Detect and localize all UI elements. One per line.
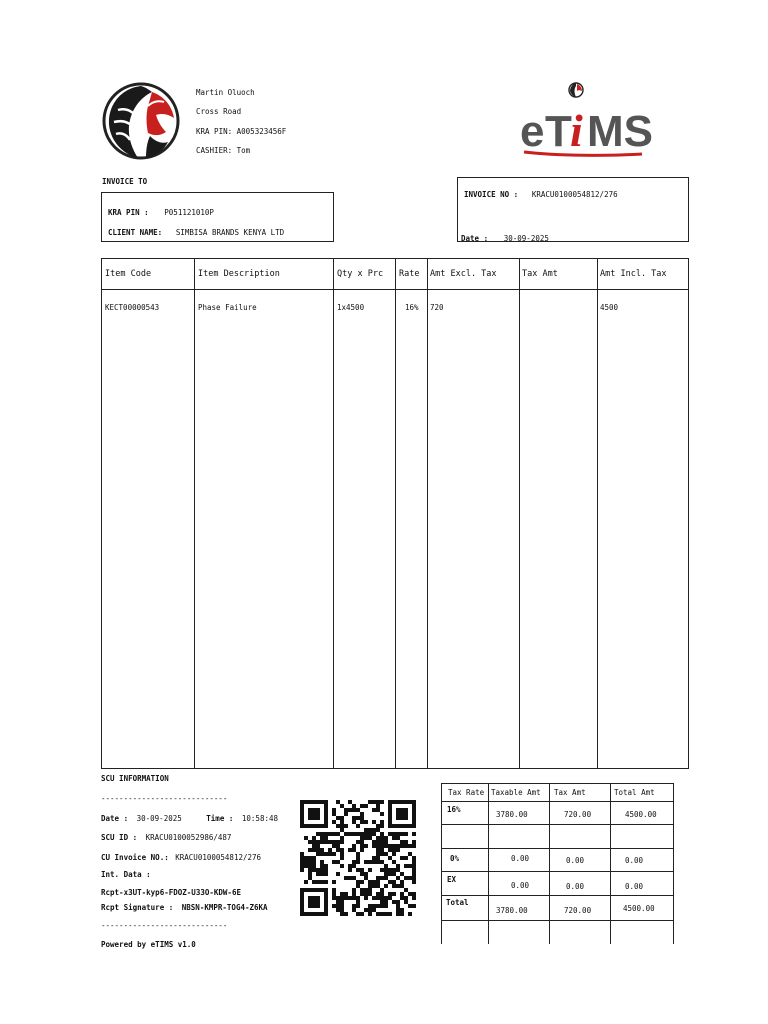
- cell-item-description: Phase Failure: [198, 303, 257, 312]
- header-item-code: Item Code: [105, 269, 152, 279]
- etims-e: e: [520, 107, 545, 156]
- cu-invoice-label: CU Invoice NO.:: [101, 853, 169, 862]
- client-box: [101, 192, 334, 242]
- cell-qty-price: 1x4500: [337, 303, 365, 312]
- tax-header-total: Total Amt: [614, 788, 655, 797]
- tax-rate-0: 0%: [450, 854, 460, 863]
- lion-logo-icon: [100, 80, 182, 162]
- tax-amt-0: 0.00: [566, 856, 585, 865]
- signature-value: NBSN-KMPR-TOG4-Z6KA: [181, 903, 268, 912]
- taxable-ex: 0.00: [511, 881, 530, 890]
- signature-label: Rcpt Signature :: [101, 903, 174, 912]
- tax-amt-16: 720.00: [564, 810, 592, 819]
- taxable-16: 3780.00: [496, 810, 528, 819]
- invoice-date-label: Date :: [461, 234, 489, 243]
- tax-summary-table: [441, 783, 674, 944]
- header-qty-price: Qty x Prc: [337, 269, 384, 279]
- powered-by: Powered by eTIMS v1.0: [101, 940, 196, 949]
- cu-invoice-value: KRACU0100054812/276: [175, 853, 262, 862]
- tax-amt-total: 720.00: [564, 906, 592, 915]
- taxable-0: 0.00: [511, 854, 530, 863]
- tax-rate-total: Total: [446, 898, 469, 907]
- scu-heading: SCU INFORMATION: [101, 774, 169, 783]
- cell-rate: 16%: [405, 303, 419, 312]
- tax-amt-ex: 0.00: [566, 882, 585, 891]
- scu-id-line: [101, 833, 231, 842]
- scu-divider-2: ----------------------------: [101, 921, 228, 930]
- signature-line: [101, 903, 268, 912]
- header-amt-incl-tax: Amt Incl. Tax: [600, 269, 667, 279]
- int-data-value: Rcpt-x3UT-kyp6-FDOZ-U33O-KDW-6E: [101, 888, 241, 897]
- client-name-label: CLIENT NAME:: [108, 228, 163, 237]
- scu-time-label: Time :: [206, 814, 234, 823]
- invoice-number-label: INVOICE NO :: [464, 190, 519, 199]
- invoice-to-heading: INVOICE TO: [102, 177, 148, 186]
- seller-cashier: CASHIER: Tom: [196, 146, 251, 155]
- etims-ms: MS: [587, 107, 653, 156]
- tax-header-rate: Tax Rate: [448, 788, 485, 797]
- seller-name: Martin Oluoch: [196, 88, 255, 97]
- items-table: [101, 258, 689, 769]
- tax-header-taxable: Taxable Amt: [491, 788, 541, 797]
- small-lion-icon: [569, 83, 583, 97]
- qr-code-icon: [300, 800, 416, 916]
- scu-id-value: KRACU0100052986/487: [145, 833, 232, 842]
- header-amt-excl-tax: Amt Excl. Tax: [430, 269, 497, 279]
- cu-invoice-line: [101, 853, 261, 862]
- total-16: 4500.00: [625, 810, 657, 819]
- cell-item-code: KECT00000543: [105, 303, 160, 312]
- header-rate: Rate: [399, 269, 420, 279]
- int-data-label: Int. Data :: [101, 870, 151, 879]
- tax-header-tax-amt: Tax Amt: [554, 788, 586, 797]
- scu-date-label: Date :: [101, 814, 129, 823]
- kra-pin-value: P051121010P: [164, 208, 214, 217]
- etims-logo: [518, 80, 653, 162]
- tax-rate-ex: EX: [447, 875, 457, 884]
- invoice-box: [457, 177, 689, 242]
- kra-pin-label: KRA PIN :: [108, 208, 149, 217]
- etims-i: i: [570, 105, 583, 156]
- total-0: 0.00: [625, 856, 644, 865]
- seller-kra-pin: KRA PIN: A005323456F: [196, 127, 287, 136]
- seller-address: Cross Road: [196, 107, 242, 116]
- client-name-value: SIMBISA BRANDS KENYA LTD: [175, 228, 285, 237]
- header-item-description: Item Description: [198, 269, 280, 279]
- scu-divider: ----------------------------: [101, 794, 228, 803]
- tax-rate-16: 16%: [447, 805, 461, 814]
- scu-time-value: 10:58:48: [241, 814, 279, 823]
- cell-amt-incl-tax: 4500: [600, 303, 619, 312]
- scu-date-value: 30-09-2025: [136, 814, 182, 823]
- total-ex: 0.00: [625, 882, 644, 891]
- etims-t: T: [545, 107, 572, 156]
- scu-id-label: SCU ID :: [101, 833, 138, 842]
- scu-date-time: [101, 814, 278, 823]
- taxable-total: 3780.00: [496, 906, 528, 915]
- cell-amt-excl-tax: 720: [430, 303, 444, 312]
- total-total: 4500.00: [623, 904, 655, 913]
- invoice-number-value: KRACU0100054812/276: [531, 190, 618, 199]
- invoice-date-value: 30-09-2025: [503, 234, 549, 243]
- header-tax-amt: Tax Amt: [522, 269, 558, 279]
